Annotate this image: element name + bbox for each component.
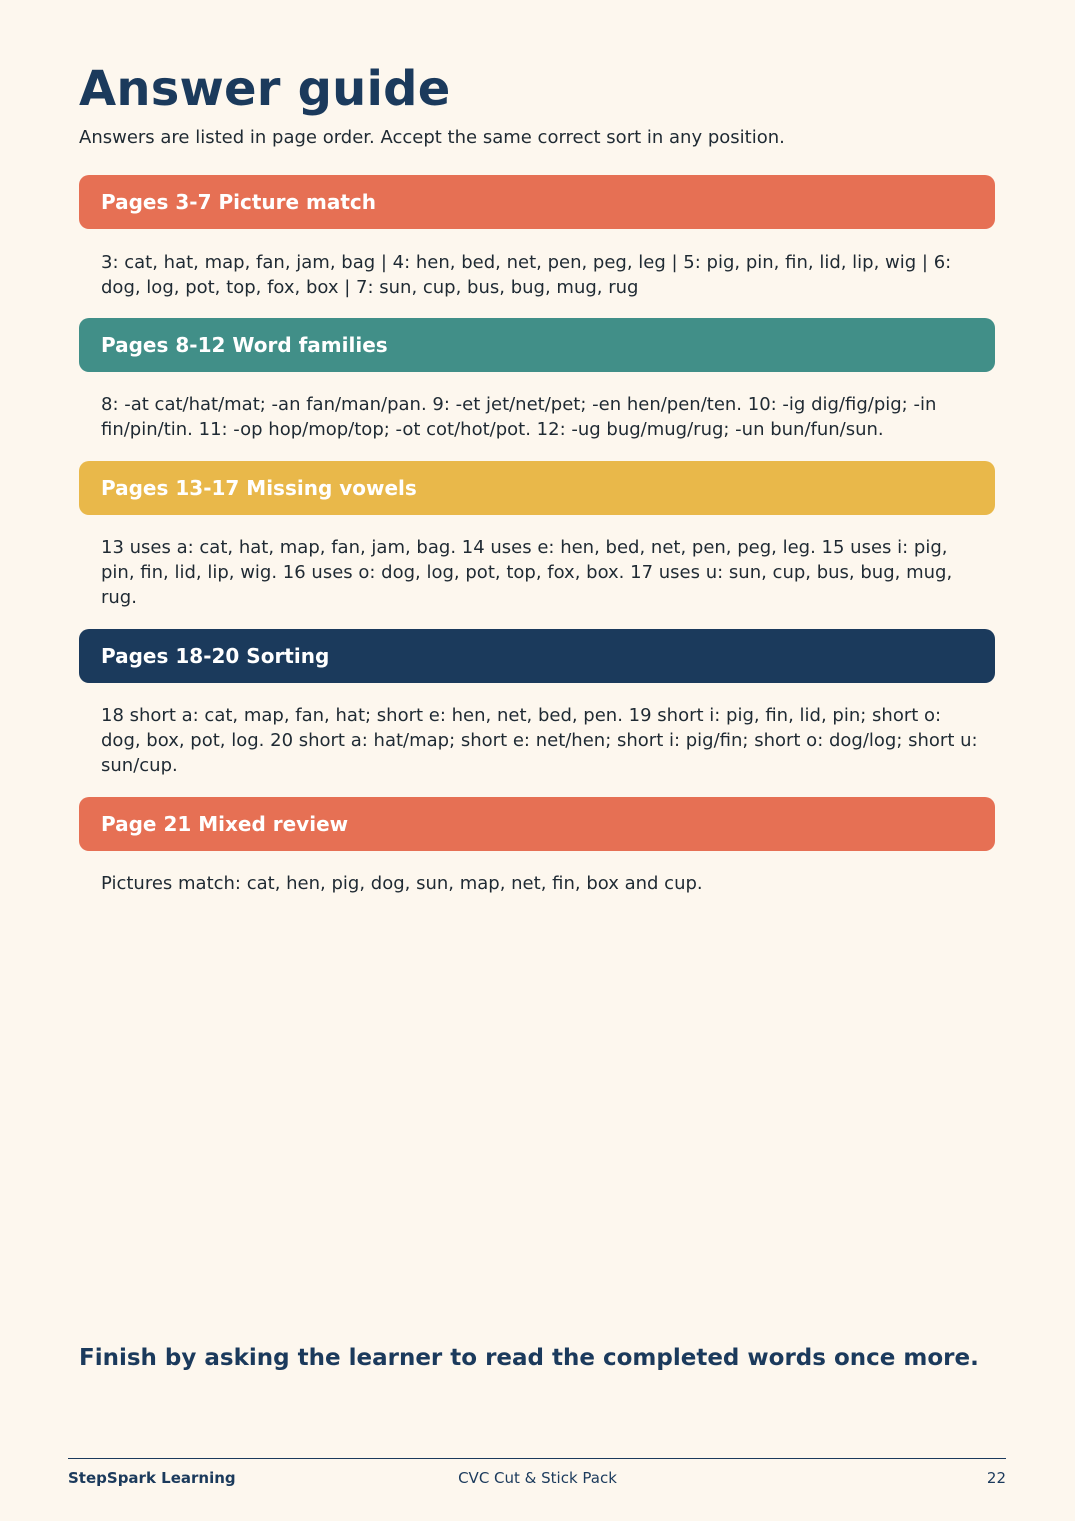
section-heading-sorting: Pages 18-20 Sorting <box>79 629 995 683</box>
footer-brand: StepSpark Learning <box>68 1469 236 1487</box>
intro-text: Answers are listed in page order. Accept the same correct sort in any position. <box>79 127 785 148</box>
footer-divider <box>68 1458 1006 1459</box>
closing-instruction: Finish by asking the learner to read the completed words once more. <box>79 1345 979 1371</box>
footer-product: CVC Cut & Stick Pack <box>458 1469 617 1487</box>
section-body-sorting: 18 short a: cat, map, fan, hat; short e: hen, net, bed, pen. 19 short i: pig, fin, lid, pin; short o: dog, box, pot, log. 20 short a: hat/map; short e: net/hen; short i: pig/fin; short o: dog/log; short u: sun/cup. <box>101 705 978 776</box>
section-heading-picture-match: Pages 3-7 Picture match <box>79 175 995 229</box>
page-title: Answer guide <box>79 61 451 117</box>
section-heading-missing-vowels: Pages 13-17 Missing vowels <box>79 461 995 515</box>
section-heading-mixed-review: Page 21 Mixed review <box>79 797 995 851</box>
section-body-picture-match: 3: cat, hat, map, fan, jam, bag | 4: hen, bed, net, pen, peg, leg | 5: pig, pin, fin, lid, lip, wig | 6: dog, log, pot, top, fox, box | 7: sun, cup, bus, bug, mug, rug <box>101 252 952 298</box>
section-body-mixed-review: Pictures match: cat, hen, pig, dog, sun, map, net, fin, box and cup. <box>101 873 703 894</box>
footer-page-number: 22 <box>986 1469 1006 1487</box>
section-body-word-families: 8: -at cat/hat/mat; -an fan/man/pan. 9: -et jet/net/pet; -en hen/pen/ten. 10: -ig dig/fig/pig; -in fin/pin/tin. 11: -op hop/mop/top; -ot cot/hot/pot. 12: -ug bug/mug/rug; -un bun/fun/sun. <box>101 394 937 440</box>
section-body-missing-vowels: 13 uses a: cat, hat, map, fan, jam, bag. 14 uses e: hen, bed, net, pen, peg, leg. 15 uses i: pig, pin, fin, lid, lip, wig. 16 uses o: dog, log, pot, top, fox, box. 17 uses u: sun, cup, bus, bug, mug, rug. <box>101 537 953 608</box>
section-heading-word-families: Pages 8-12 Word families <box>79 318 995 372</box>
